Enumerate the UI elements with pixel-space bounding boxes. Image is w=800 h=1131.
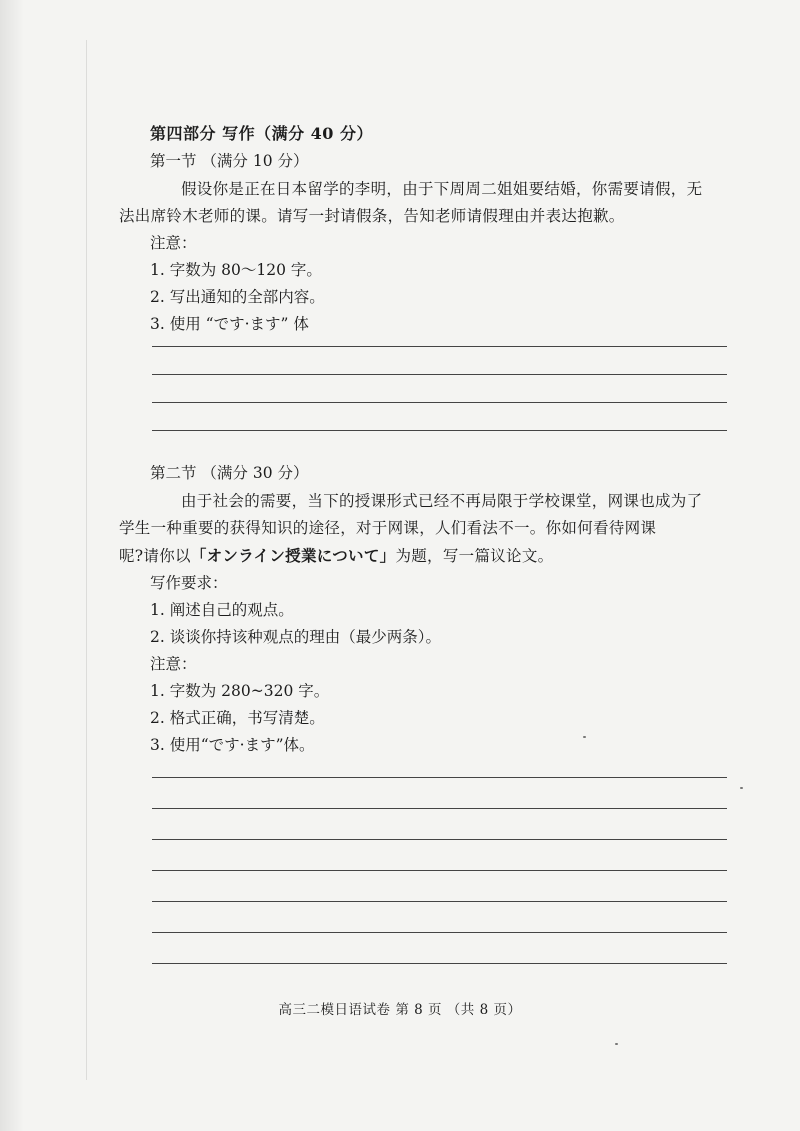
section1-note-2: 2. 写出通知的全部内容。: [150, 288, 325, 306]
section1-prompt-line1: 假设你是正在日本留学的李明，由于下周周二姐姐要结婚，你需要请假，无: [181, 180, 703, 198]
answer-line: [152, 963, 727, 964]
answer-line: [152, 808, 727, 809]
section1-prompt: [119, 176, 730, 230]
answer-line: [152, 346, 727, 347]
section2-requirements-label: 写作要求：: [150, 574, 228, 592]
section1-notes-label: 注意：: [150, 234, 197, 252]
section2-prompt: [119, 488, 730, 570]
section2-requirement-1: 1. 阐述自己的观点。: [150, 601, 294, 619]
page-footer: 高三二模日语试卷 第 8 页 （共 8 页）: [278, 1002, 522, 1018]
section1-title: 第一节 （满分 10 分）: [150, 152, 309, 170]
section1-note-3: 3. 使用 “です·ます” 体: [150, 315, 309, 333]
section1-prompt-line2: 法出席铃木老师的课。请写一封请假条，告知老师请假理由并表达抱歉。: [119, 207, 625, 225]
section2-prompt-line3-pre: 呢?请你以: [119, 547, 191, 565]
scan-speck: [615, 1043, 618, 1045]
answer-line: [152, 430, 727, 431]
answer-line: [152, 932, 727, 933]
section2-prompt-line1: 由于社会的需要，当下的授课形式已经不再局限于学校课堂，网课也成为了: [181, 492, 703, 510]
answer-line: [152, 839, 727, 840]
part-title: 第四部分 写作（满分 40 分）: [150, 124, 373, 143]
section2-note-2: 2. 格式正确，书写清楚。: [150, 709, 325, 727]
section2-requirement-2: 2. 谈谈你持该种观点的理由（最少两条）。: [150, 628, 441, 646]
answer-line: [152, 374, 727, 375]
section2-note-3: 3. 使用“です·ます”体。: [150, 736, 315, 754]
section2-title: 第二节 （满分 30 分）: [150, 464, 309, 482]
exam-page: [119, 120, 730, 964]
answer-line: [152, 777, 727, 778]
section2-prompt-line3-post: 为题，写一篇议论文。: [395, 547, 554, 565]
section2-prompt-line2: 学生一种重要的获得知识的途径，对于网课，人们看法不一。你如何看待网课: [119, 519, 657, 537]
answer-line: [152, 901, 727, 902]
scan-speck: [583, 736, 586, 738]
scan-speck: [740, 787, 743, 789]
answer-line: [152, 402, 727, 403]
section1-note-1: 1. 字数为 80～120 字。: [150, 261, 322, 279]
section2-prompt-line3: [119, 542, 553, 570]
section2-note-1: 1. 字数为 280~320 字。: [150, 682, 330, 700]
scan-edge-shadow: [0, 0, 24, 1131]
section1-answer-lines: [150, 346, 730, 431]
section2-answer-lines: [150, 777, 730, 964]
answer-line: [152, 870, 727, 871]
essay-title: 「オンライン授業について」: [190, 546, 396, 565]
section2-notes-label: 注意：: [150, 655, 197, 673]
scan-artifact-line: [86, 40, 87, 1080]
